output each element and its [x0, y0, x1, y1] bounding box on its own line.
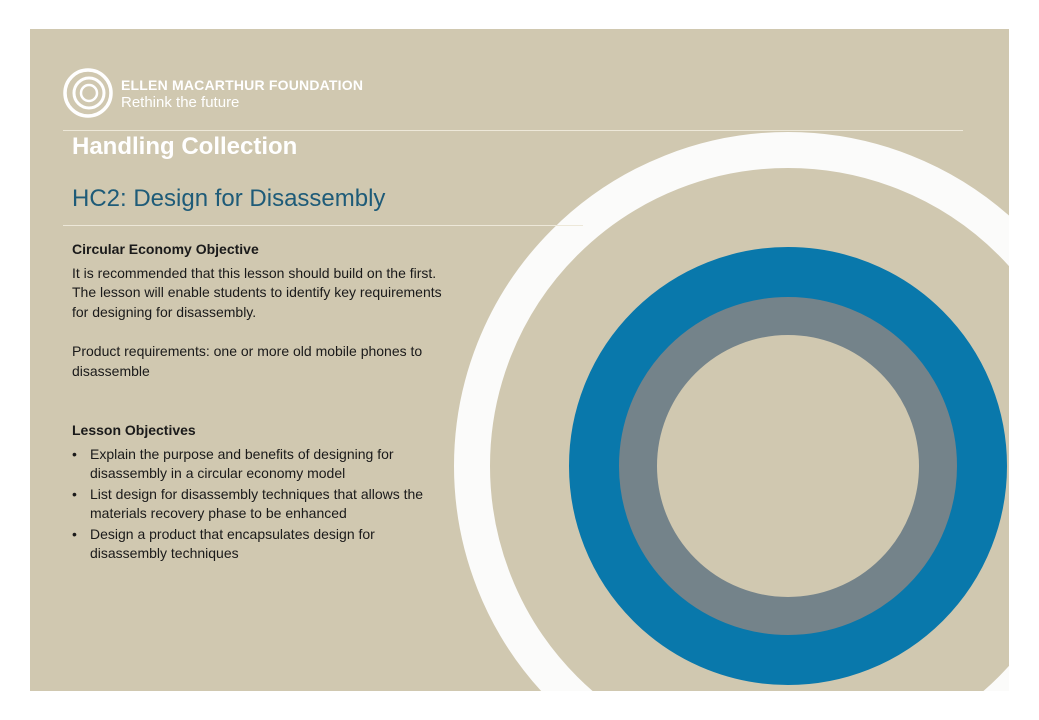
- bullet-icon: •: [72, 485, 77, 502]
- grey-ring: [638, 316, 938, 616]
- list-item: [72, 485, 447, 524]
- list-item-text: List design for disassembly techniques that allows the materials recovery phase to be enhanced: [90, 485, 424, 521]
- objective-body: It is recommended that this lesson should build on the first. The lesson will enable students to identify key requirements for designing for disassembly.: [72, 264, 442, 320]
- lesson-objectives-list: [72, 445, 447, 564]
- content-divider: [63, 225, 583, 226]
- slide: [30, 29, 1009, 691]
- bullet-icon: •: [72, 525, 77, 542]
- list-item: [72, 525, 447, 564]
- page-subtitle: HC2: Design for Disassembly: [72, 185, 386, 212]
- header-divider: [63, 130, 963, 131]
- organization-name: ELLEN MACARTHUR FOUNDATION: [121, 77, 364, 93]
- objective-heading: Circular Economy Objective: [72, 241, 259, 257]
- lesson-objectives-heading: Lesson Objectives: [72, 422, 196, 438]
- concentric-circles-logo-icon: [62, 67, 114, 119]
- list-item: [72, 445, 447, 484]
- lesson-content: [72, 240, 447, 565]
- page-title: Handling Collection: [72, 133, 298, 160]
- organization-tagline: Rethink the future: [121, 94, 240, 111]
- product-requirements: Product requirements: one or more old mobile phones to disassemble: [72, 343, 423, 379]
- list-item-text: Design a product that encapsulates design for disassembly techniques: [90, 525, 375, 561]
- bullet-icon: •: [72, 445, 77, 462]
- list-item-text: Explain the purpose and benefits of designing for disassembly in a circular economy model: [90, 445, 394, 481]
